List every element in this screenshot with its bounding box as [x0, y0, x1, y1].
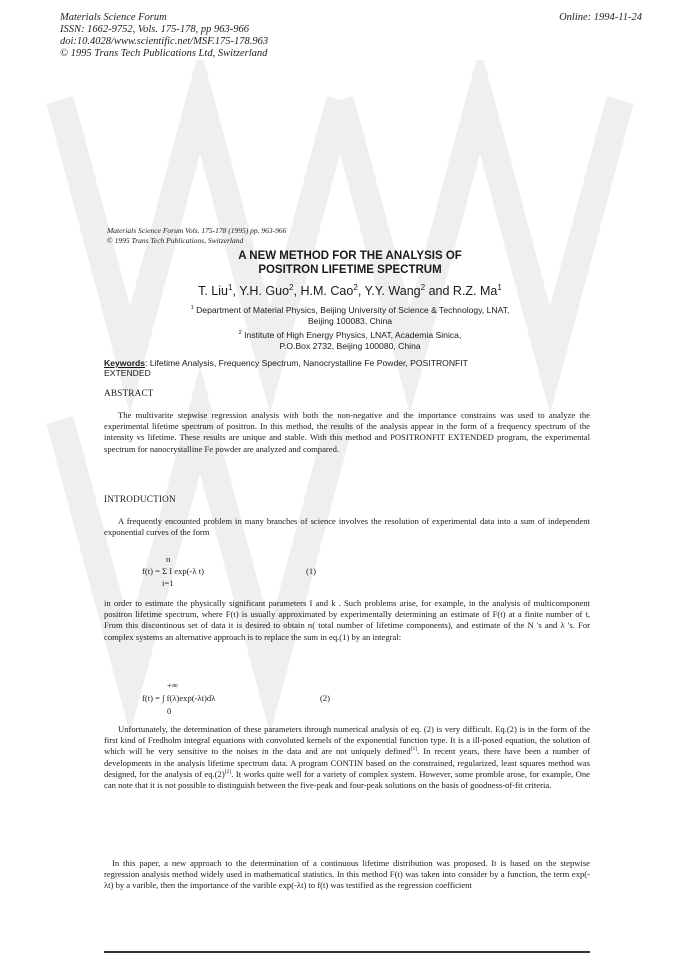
keywords-text: : Lifetime Analysis, Frequency Spectrum, Nanocrystalline Fe Powder, POSITRONFIT — [145, 358, 468, 368]
affiliation-2-line2: P.O.Box 2732, Beijing 100080, China — [279, 341, 421, 351]
intro-paragraph-3-part3: . It works quite well for a variety of complex system. However, some promble arose, for example, One can note that it is not possible to distinguish between the five-peak and four-peak solutions on the basis of goodness-of-fit criteria. — [104, 768, 591, 791]
author-3-sup: 2 — [353, 282, 358, 292]
copyright-line: © 1995 Trans Tech Publications Ltd, Switzerland — [60, 48, 268, 59]
article-header — [107, 226, 286, 246]
title-line2: POSITRON LIFETIME SPECTRUM — [258, 264, 442, 276]
author-5-sup: 1 — [497, 282, 502, 292]
author-1: T. Liu — [198, 284, 228, 298]
eq2-upper-limit: +∞ — [167, 680, 178, 690]
author-4: , Y.Y. Wang — [357, 284, 421, 298]
author-1-sup: 1 — [228, 282, 233, 292]
eq1-lower-limit: i=1 — [162, 578, 174, 588]
journal-header — [60, 12, 268, 60]
affiliation-2-sup: 2 — [238, 330, 242, 337]
paper-title — [120, 249, 580, 277]
author-2-sup: 2 — [289, 282, 294, 292]
doi-line: doi:10.4028/www.scientific.net/MSF.175-178.963 — [60, 36, 269, 47]
intro-paragraph-2: in order to estimate the physically significant parameters I and k . Such problems arise, for example, in the analysis of multicomponent positron lifetime spectrum, where F(t) is usually approximated by experimentally determining an estimate of F(t) at a finite number of t, From this discontinous set of data it is desired to obtain n( total number of lifetime components), and estimate of the N 's and λ 's. For complex systems an alternative approach is to replace the sum in eq.(1) by an integral: — [104, 598, 590, 642]
author-4-sup: 2 — [420, 282, 426, 292]
eq2-expression: f(t) = ∫ f(λ)exp(-λt)dλ — [142, 693, 216, 703]
footer-rule — [104, 951, 590, 953]
author-2: , Y.H. Guo — [232, 284, 290, 298]
affiliation-1 — [100, 305, 600, 327]
intro-paragraph-3-part2: . In recent years, there have been a number of developments in the analysis lifetime spectrum data. A program CONTIN based on the constrained, regularized, least squares method was designed, for the analysis of eq.(2) — [104, 746, 590, 779]
issn-line: ISSN: 1662-9752, Vols. 175-178, pp 963-966 — [60, 24, 249, 35]
keywords-text-2: EXTENDED — [104, 368, 151, 378]
abstract-text: The multivarite stepwise regression analysis with both the non-negative and the importance constrains was used to analyze the experimental lifetime spectrum of positron. In this method, the results of the analysis appear in the form of a frequency spectrum of the intensity vs lifetime. These results are unique and stable. With this method and POSITRONFIT EXTENDED program, the experimental spectrum for nanocrystalline Fe powder are analyzed and compared. — [104, 410, 590, 454]
author-list — [100, 284, 600, 298]
keywords — [104, 358, 590, 378]
journal-name: Materials Science Forum — [60, 12, 167, 23]
abstract-heading: ABSTRACT — [104, 388, 154, 398]
citation-2: [2] — [224, 768, 232, 775]
author-3: , H.M. Cao — [293, 284, 354, 298]
eq1-number: (1) — [306, 566, 317, 576]
affiliation-2-line1: Institute of High Energy Physics, LNAT, Academia Sinica, — [244, 330, 462, 340]
affiliation-1-sup: 1 — [190, 305, 194, 312]
title-line1: A NEW METHOD FOR THE ANALYSIS OF — [238, 250, 462, 262]
author-5: and R.Z. Ma — [425, 284, 498, 298]
eq1-upper-limit: n — [166, 554, 171, 564]
affiliation-1-line2: Beijing 100083, China — [307, 316, 393, 326]
intro-paragraph-1: A frequently encounted problem in many branches of science involves the resolution of experimental data into a sum of independent exponential curves of the form — [104, 516, 590, 538]
article-header-line1: Materials Science Forum Vols. 175-178 (1995) pp. 963-966 — [107, 226, 287, 235]
eq2-lower-limit: 0 — [167, 706, 172, 716]
affiliation-1-line1: Department of Material Physics, Beijing University of Science & Technology, LNAT, — [196, 305, 510, 315]
intro-paragraph-3 — [104, 724, 590, 791]
eq2-number: (2) — [320, 693, 331, 703]
eq1-expression: f(t) = Σ I exp(-λ t) — [142, 566, 204, 576]
citation-1: [1] — [410, 746, 418, 753]
intro-paragraph-3-part1: Unfortunately, the determination of these parameters through numerical analysis of eq. (2) is very difficult. Eq.(2) is in the form of the first kind of Fredholm integral equations with convoluted kernels of the exponential function type. It is a ill-posed equation, the solution of which will be very sensitive to the noises in the data and are not uniquely defined — [104, 724, 590, 757]
keywords-label: Keywords — [104, 358, 146, 368]
article-header-line2: © 1995 Trans Tech Publications, Switzerland — [107, 236, 244, 245]
intro-paragraph-4: In this paper, a new approach to the determination of a continuous lifetime distribution was proposed. It is based on the stepwise regression analysis method widely used in mathematical statistics. In this method F(t) was taken into consider by a function, the term exp(-λt) by a varible, then the importance of the varible exp(-λt) to f(t) was testified as the regression coefficient — [104, 858, 590, 891]
introduction-heading: INTRODUCTION — [104, 494, 176, 504]
affiliation-2 — [100, 330, 600, 352]
online-date: Online: 1994-11-24 — [559, 12, 642, 23]
